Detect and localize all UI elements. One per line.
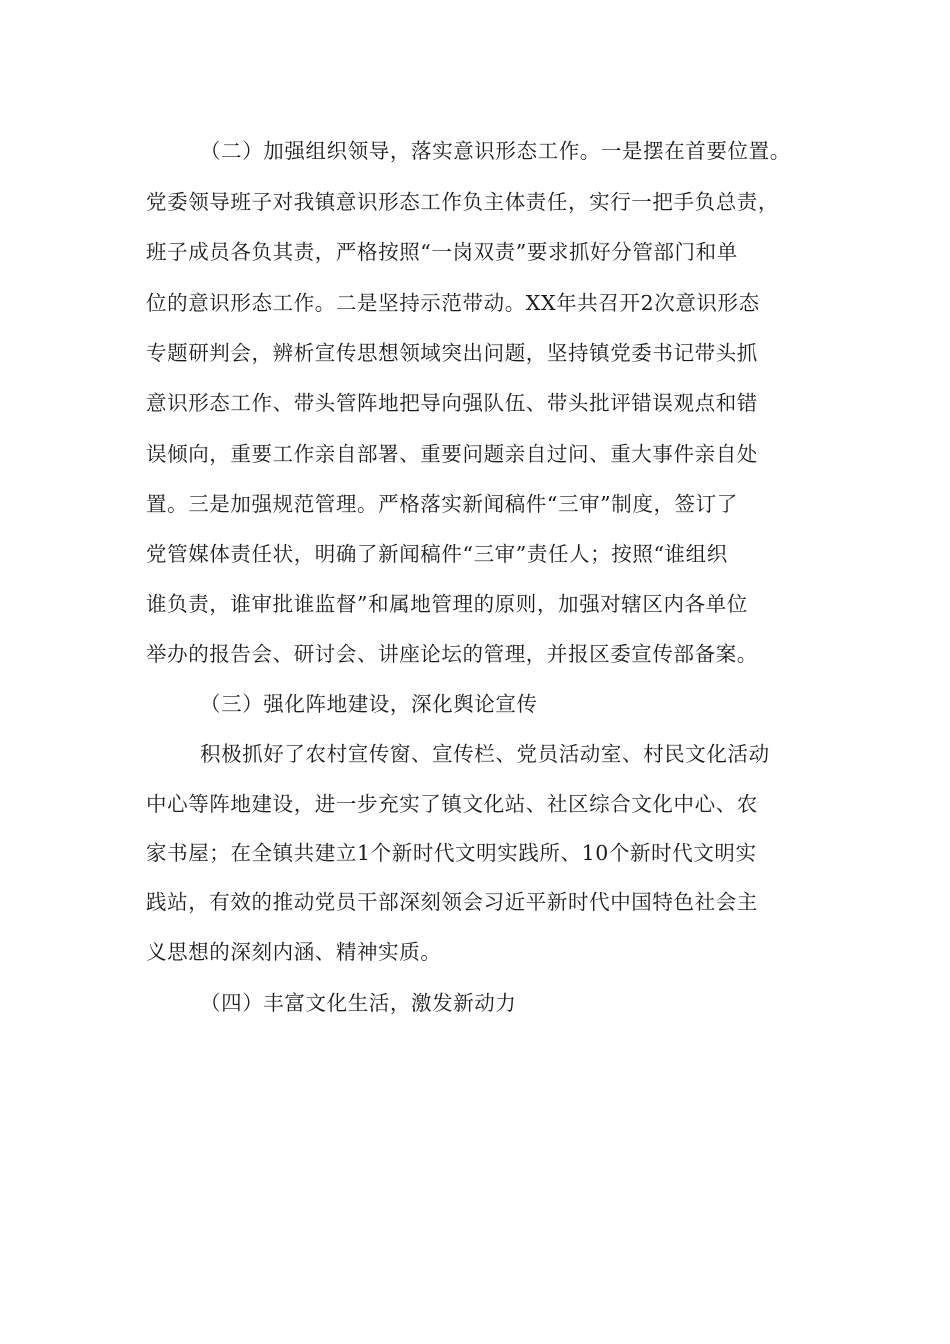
section-2-line-4: 位的意识形态工作。二是坚持示范带动。XX年共召开2次意识形态 <box>146 291 760 315</box>
section-2-line-11: 举办的报告会、研讨会、讲座论坛的管理，并报区委宣传部备案。 <box>146 642 758 666</box>
section-2-line-8: 置。三是加强规范管理。严格落实新闻稿件“三审”制度，签订了 <box>146 492 738 516</box>
section-3-line-5: 义思想的深刻内涵、精神实质。 <box>146 940 442 964</box>
section-3-line-1: 积极抓好了农村宣传窗、宣传栏、党员活动室、村民文化活动 <box>200 742 770 766</box>
section-2-line-5: 专题研判会，辨析宣传思想领域突出问题，坚持镇党委书记带头抓 <box>146 341 758 365</box>
section-2-line-3: 班子成员各负其责，严格按照“一岗双责”要求抓好分管部门和单 <box>146 240 738 264</box>
section-2-line-6: 意识形态工作、带头管阵地把导向强队伍、带头批评错误观点和错 <box>146 391 758 415</box>
section-2-line-1: （二）加强组织领导，落实意识形态工作。一是摆在首要位置。 <box>200 139 791 163</box>
section-2-line-7: 误倾向，重要工作亲自部署、重要问题亲自过问、重大事件亲自处 <box>146 442 758 466</box>
section-3-line-3: 家书屋；在全镇共建立1个新时代文明实践所、10个新时代文明实 <box>146 841 757 865</box>
section-3-line-2: 中心等阵地建设，进一步充实了镇文化站、社区综合文化中心、农 <box>146 792 758 816</box>
section-4-heading: （四）丰富文化生活，激发新动力 <box>200 991 517 1015</box>
section-3-heading: （三）强化阵地建设，深化舆论宣传 <box>200 692 538 716</box>
section-2-line-9: 党管媒体责任状，明确了新闻稿件“三审”责任人；按照“谁组织 <box>146 542 728 566</box>
section-3-line-4: 践站，有效的推动党员干部深刻领会习近平新时代中国特色社会主 <box>146 890 758 914</box>
section-2-line-10: 谁负责，谁审批谁监督”和属地管理的原则，加强对辖区内各单位 <box>146 592 748 616</box>
section-2-line-2: 党委领导班子对我镇意识形态工作负主体责任，实行一把手负总责， <box>146 190 779 214</box>
